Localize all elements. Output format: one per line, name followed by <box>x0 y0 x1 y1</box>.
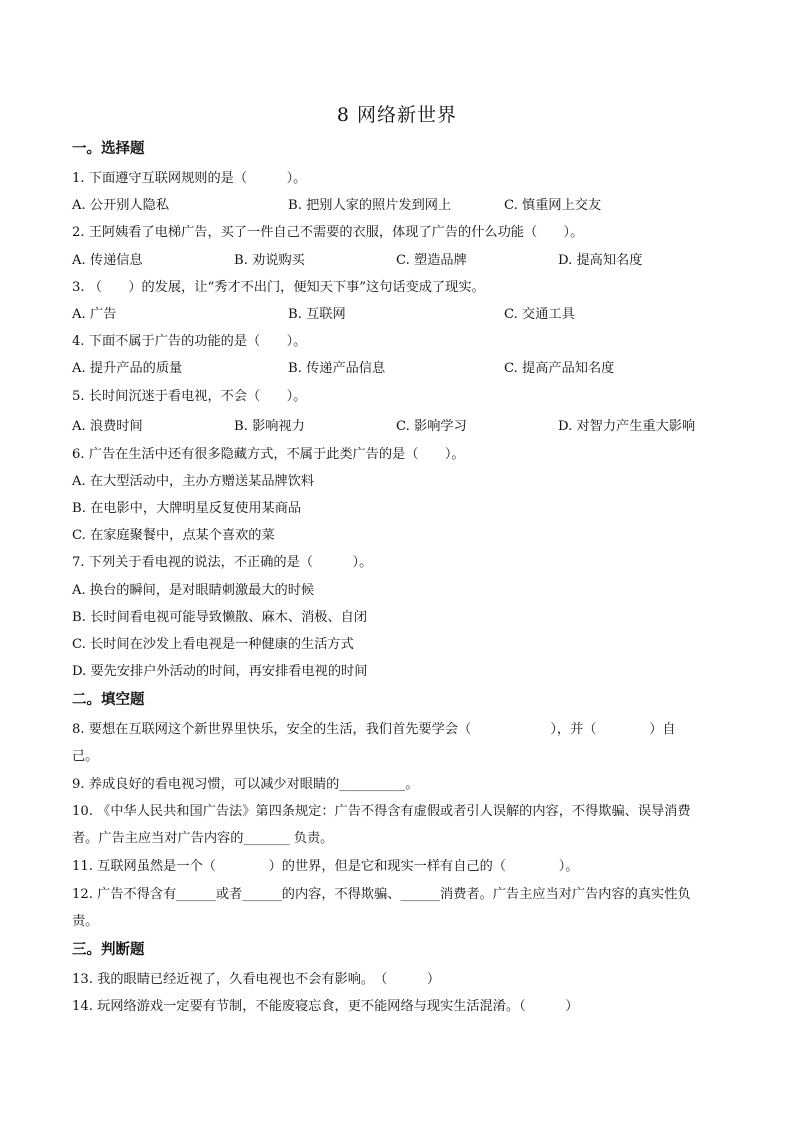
question-11: 11. 互联网虽然是一个（ ）的世界，但是它和现实一样有自己的（ ）。 <box>72 859 579 874</box>
q5-option-d: D. 对智力产生重大影响 <box>558 419 696 434</box>
q4-option-a: A. 提升产品的质量 <box>72 361 183 376</box>
q3-option-b: B. 互联网 <box>288 307 346 322</box>
q2-option-a: A. 传递信息 <box>72 253 143 268</box>
q6-option-b: B. 在电影中，大牌明星反复使用某商品 <box>72 501 302 516</box>
question-8-line-1: 8. 要想在互联网这个新世界里快乐，安全的生活，我们首先要学会（ ），并（ ）自 <box>72 722 676 737</box>
question-12-line-2: 责。 <box>72 914 99 929</box>
question-2: 2. 王阿姨看了电梯广告，买了一件自己不需要的衣服，体现了广告的什么功能（ ）。 <box>72 225 584 240</box>
question-10-line-1: 10. 《中华人民共和国广告法》第四条规定：广告不得含有虚假或者引人误解的内容，不得欺骗、误导消费 <box>72 804 691 819</box>
section-heading-fill: 二。填空题 <box>72 691 145 708</box>
question-13: 13. 我的眼睛已经近视了，久看电视也不会有影响。 （ ） <box>72 972 441 987</box>
q2-option-d: D. 提高知名度 <box>558 253 643 268</box>
q5-option-b: B. 影响视力 <box>234 419 305 434</box>
question-4: 4. 下面不属于广告的功能的是（ ）。 <box>72 334 307 349</box>
question-12-line-1: 12. 广告不得含有______或者______的内容，不得欺骗、______消费者。广告主应当对广告内容的真实性负 <box>72 887 691 902</box>
question-6: 6. 广告在生活中还有很多隐藏方式，不属于此类广告的是（ ）。 <box>72 447 465 462</box>
q1-option-b: B. 把别人家的照片发到网上 <box>288 198 452 213</box>
section-heading-choice: 一。选择题 <box>72 140 145 157</box>
q7-option-c: C. 长时间在沙发上看电视是一种健康的生活方式 <box>72 637 354 652</box>
q4-option-b: B. 传递产品信息 <box>288 361 386 376</box>
q5-option-c: C. 影响学习 <box>396 419 467 434</box>
question-9: 9. 养成良好的看电视习惯，可以减少对眼睛的__________。 <box>72 777 419 792</box>
section-heading-judge: 三。判断题 <box>72 941 145 958</box>
question-5: 5. 长时间沉迷于看电视，不会（ ）。 <box>72 389 307 404</box>
q2-option-c: C. 塑造品牌 <box>396 253 467 268</box>
page-title: 8 网络新世界 <box>336 104 458 126</box>
q2-option-b: B. 劝说购买 <box>234 253 305 268</box>
question-8-line-2: 己。 <box>72 749 99 764</box>
q3-option-c: C. 交通工具 <box>504 307 575 322</box>
q5-option-a: A. 浪费时间 <box>72 419 143 434</box>
q6-option-c: C. 在家庭聚餐中，点某个喜欢的菜 <box>72 528 275 543</box>
q7-option-b: B. 长时间看电视可能导致懒散、麻木、消极、自闭 <box>72 610 368 625</box>
question-1: 1. 下面遵守互联网规则的是（ ）。 <box>72 171 307 186</box>
question-3: 3. （ ）的发展，让“秀才不出门，便知天下事”这句话变成了现实。 <box>72 280 485 295</box>
q4-option-c: C. 提高产品知名度 <box>504 361 615 376</box>
question-14: 14. 玩网络游戏一定要有节制，不能废寝忘食，更不能网络与现实生活混淆。（ ） <box>72 999 579 1014</box>
q6-option-a: A. 在大型活动中，主办方赠送某品牌饮料 <box>72 474 315 489</box>
q1-option-c: C. 慎重网上交友 <box>504 198 602 213</box>
q3-option-a: A. 广告 <box>72 307 117 322</box>
q1-option-a: A. 公开别人隐私 <box>72 198 170 213</box>
question-7: 7. 下列关于看电视的说法，不正确的是（ ）。 <box>72 555 373 570</box>
q7-option-a: A. 换台的瞬间，是对眼睛刺激最大的时候 <box>72 583 315 598</box>
question-10-line-2: 者。广告主应当对广告内容的_______ 负责。 <box>72 831 334 846</box>
q7-option-d: D. 要先安排户外活动的时间，再安排看电视的时间 <box>72 664 368 679</box>
